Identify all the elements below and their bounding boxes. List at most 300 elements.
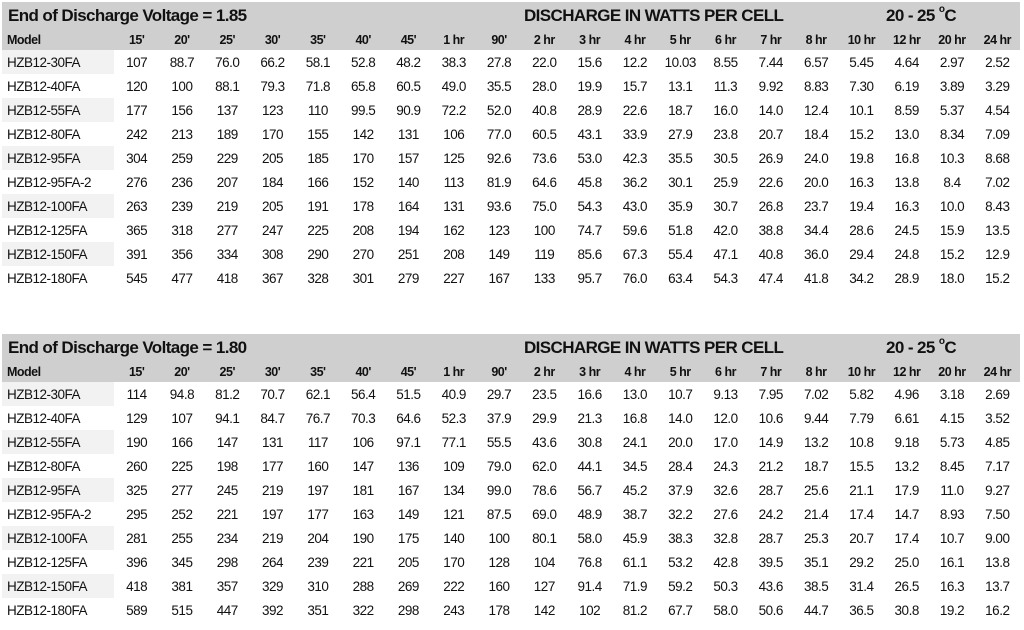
table-row bbox=[2, 74, 1020, 98]
value-cell: 28.7 bbox=[758, 482, 783, 498]
value-cell: 251 bbox=[397, 246, 419, 262]
value-cell: 26.5 bbox=[894, 578, 919, 594]
value-cell: 205 bbox=[262, 198, 284, 214]
table-row bbox=[2, 478, 1020, 502]
value-cell: 43.0 bbox=[622, 198, 648, 214]
value-cell: 131 bbox=[262, 434, 284, 450]
value-cell: 64.6 bbox=[532, 174, 557, 190]
table-row bbox=[2, 382, 1020, 406]
value-cell: 221 bbox=[352, 554, 374, 570]
value-cell: 100 bbox=[488, 530, 510, 546]
value-cell: 114 bbox=[126, 386, 147, 402]
column-header: 7 hr bbox=[760, 33, 782, 47]
value-cell: 3.29 bbox=[985, 78, 1010, 94]
value-cell: 54.3 bbox=[713, 270, 738, 286]
value-cell: 16.8 bbox=[622, 410, 648, 426]
value-cell: 24.2 bbox=[758, 506, 783, 522]
value-cell: 74.7 bbox=[577, 222, 602, 238]
value-cell: 239 bbox=[307, 554, 329, 570]
value-cell: 21.1 bbox=[849, 482, 874, 498]
value-cell: 125 bbox=[443, 150, 465, 166]
value-cell: 99.0 bbox=[486, 482, 512, 498]
value-cell: 21.4 bbox=[803, 506, 829, 522]
value-cell: 55.5 bbox=[486, 434, 512, 450]
value-cell: 38.7 bbox=[622, 506, 648, 522]
value-cell: 269 bbox=[397, 578, 419, 594]
column-header: 4 hr bbox=[624, 33, 646, 47]
value-cell: 34.2 bbox=[849, 270, 874, 286]
value-cell: 90.9 bbox=[396, 102, 421, 118]
value-cell: 77.1 bbox=[441, 434, 466, 450]
table-title-bar bbox=[2, 2, 1020, 30]
value-cell: 13.8 bbox=[894, 174, 919, 190]
value-cell: 356 bbox=[171, 246, 193, 262]
value-cell: 322 bbox=[352, 602, 374, 618]
value-cell: 277 bbox=[216, 222, 238, 238]
value-cell: 9.27 bbox=[985, 482, 1010, 498]
value-cell: 42.0 bbox=[713, 222, 738, 238]
value-cell: 50.3 bbox=[713, 578, 738, 594]
value-cell: 107 bbox=[171, 410, 193, 426]
column-header: 35' bbox=[310, 365, 326, 379]
value-cell: 11.0 bbox=[940, 482, 964, 498]
value-cell: 63.4 bbox=[668, 270, 693, 286]
value-cell: 221 bbox=[216, 506, 238, 522]
value-cell: 6.61 bbox=[894, 410, 919, 426]
table-row bbox=[2, 122, 1020, 146]
model-cell: HZB12-80FA bbox=[7, 126, 81, 142]
value-cell: 25.6 bbox=[803, 482, 829, 498]
column-header: 24 hr bbox=[983, 365, 1012, 379]
value-cell: 13.0 bbox=[894, 126, 919, 142]
table-row bbox=[2, 550, 1020, 574]
value-cell: 32.2 bbox=[668, 506, 693, 522]
value-cell: 20.7 bbox=[758, 126, 783, 142]
value-cell: 54.3 bbox=[577, 198, 602, 214]
value-cell: 20.7 bbox=[849, 530, 874, 546]
value-cell: 80.1 bbox=[532, 530, 557, 546]
value-cell: 35.9 bbox=[668, 198, 693, 214]
value-cell: 477 bbox=[171, 270, 193, 286]
column-header: 5 hr bbox=[669, 365, 691, 379]
value-cell: 181 bbox=[352, 482, 374, 498]
value-cell: 27.9 bbox=[668, 126, 693, 142]
column-header: 35' bbox=[310, 33, 326, 47]
column-header: 20' bbox=[174, 33, 190, 47]
value-cell: 23.5 bbox=[532, 386, 557, 402]
value-cell: 34.4 bbox=[803, 222, 829, 238]
value-cell: 208 bbox=[352, 222, 374, 238]
voltage-title: End of Discharge Voltage = 1.85 bbox=[8, 6, 247, 25]
value-cell: 17.9 bbox=[894, 482, 919, 498]
value-cell: 28.9 bbox=[577, 102, 602, 118]
value-cell: 164 bbox=[397, 198, 419, 214]
value-cell: 14.7 bbox=[894, 506, 919, 522]
value-cell: 4.96 bbox=[894, 386, 919, 402]
value-cell: 76.7 bbox=[305, 410, 330, 426]
value-cell: 170 bbox=[443, 554, 465, 570]
value-cell: 59.2 bbox=[668, 578, 693, 594]
value-cell: 288 bbox=[352, 578, 374, 594]
value-cell: 59.6 bbox=[622, 222, 648, 238]
value-cell: 295 bbox=[126, 506, 148, 522]
value-cell: 357 bbox=[216, 578, 238, 594]
value-cell: 47.4 bbox=[758, 270, 783, 286]
value-cell: 160 bbox=[488, 578, 510, 594]
value-cell: 32.6 bbox=[713, 482, 738, 498]
value-cell: 170 bbox=[262, 126, 284, 142]
value-cell: 61.1 bbox=[622, 554, 648, 570]
value-cell: 13.8 bbox=[985, 554, 1010, 570]
value-cell: 328 bbox=[307, 270, 329, 286]
value-cell: 27.8 bbox=[486, 54, 512, 70]
value-cell: 7.95 bbox=[758, 386, 783, 402]
value-cell: 71.8 bbox=[305, 78, 330, 94]
value-cell: 178 bbox=[352, 198, 374, 214]
value-cell: 15.2 bbox=[849, 126, 874, 142]
value-cell: 147 bbox=[352, 458, 374, 474]
value-cell: 157 bbox=[397, 150, 419, 166]
value-cell: 97.1 bbox=[396, 434, 421, 450]
column-header: 40' bbox=[355, 33, 371, 47]
value-cell: 36.0 bbox=[803, 246, 829, 262]
value-cell: 225 bbox=[307, 222, 329, 238]
model-cell: HZB12-125FA bbox=[7, 554, 88, 570]
value-cell: 17.0 bbox=[713, 434, 738, 450]
value-cell: 6.57 bbox=[803, 54, 829, 70]
value-cell: 166 bbox=[307, 174, 329, 190]
value-cell: 17.4 bbox=[849, 506, 874, 522]
value-cell: 13.0 bbox=[622, 386, 648, 402]
value-cell: 276 bbox=[126, 174, 148, 190]
value-cell: 24.8 bbox=[894, 246, 919, 262]
value-cell: 38.3 bbox=[668, 530, 693, 546]
value-cell: 94.8 bbox=[169, 386, 195, 402]
value-cell: 167 bbox=[397, 482, 419, 498]
value-cell: 30.1 bbox=[668, 174, 693, 190]
table-row bbox=[2, 218, 1020, 242]
value-cell: 81.2 bbox=[215, 386, 240, 402]
value-cell: 91.4 bbox=[577, 578, 602, 594]
value-cell: 64.6 bbox=[396, 410, 421, 426]
value-cell: 190 bbox=[352, 530, 374, 546]
value-cell: 205 bbox=[262, 150, 284, 166]
value-cell: 263 bbox=[126, 198, 148, 214]
value-cell: 43.6 bbox=[532, 434, 557, 450]
value-cell: 33.9 bbox=[622, 126, 648, 142]
voltage-title: End of Discharge Voltage = 1.80 bbox=[8, 338, 247, 357]
value-cell: 149 bbox=[397, 506, 419, 522]
value-cell: 58.1 bbox=[305, 54, 330, 70]
value-cell: 418 bbox=[216, 270, 238, 286]
column-header: 20 hr bbox=[938, 365, 966, 379]
discharge-title: DISCHARGE IN WATTS PER CELL bbox=[524, 338, 784, 357]
value-cell: 66.2 bbox=[260, 54, 285, 70]
value-cell: 12.4 bbox=[803, 102, 829, 118]
value-cell: 4.85 bbox=[985, 434, 1010, 450]
value-cell: 34.5 bbox=[622, 458, 648, 474]
value-cell: 365 bbox=[126, 222, 148, 238]
value-cell: 308 bbox=[262, 246, 284, 262]
value-cell: 35.5 bbox=[486, 78, 512, 94]
value-cell: 41.8 bbox=[803, 270, 829, 286]
value-cell: 16.1 bbox=[939, 554, 965, 570]
value-cell: 15.2 bbox=[939, 246, 965, 262]
model-cell: HZB12-95FA-2 bbox=[7, 506, 92, 522]
value-cell: 99.5 bbox=[350, 102, 376, 118]
value-cell: 100 bbox=[533, 222, 555, 238]
value-cell: 38.8 bbox=[758, 222, 783, 238]
column-header: 20' bbox=[174, 365, 190, 379]
value-cell: 391 bbox=[126, 246, 148, 262]
value-cell: 10.7 bbox=[939, 530, 965, 546]
value-cell: 107 bbox=[126, 54, 148, 70]
value-cell: 37.9 bbox=[668, 482, 693, 498]
discharge-table bbox=[2, 362, 1020, 622]
value-cell: 4.54 bbox=[985, 102, 1010, 118]
value-cell: 79.3 bbox=[260, 78, 285, 94]
value-cell: 43.6 bbox=[758, 578, 783, 594]
column-header: 6 hr bbox=[715, 33, 736, 47]
value-cell: 71.9 bbox=[622, 578, 648, 594]
value-cell: 194 bbox=[397, 222, 419, 238]
value-cell: 26.8 bbox=[758, 198, 783, 214]
value-cell: 6.19 bbox=[894, 78, 919, 94]
value-cell: 67.7 bbox=[668, 602, 693, 618]
value-cell: 19.4 bbox=[849, 198, 874, 214]
value-cell: 279 bbox=[397, 270, 419, 286]
model-cell: HZB12-100FA bbox=[2, 526, 114, 550]
model-cell: HZB12-30FA bbox=[2, 50, 114, 74]
value-cell: 3.18 bbox=[939, 386, 965, 402]
value-cell: 252 bbox=[171, 506, 193, 522]
value-cell: 7.02 bbox=[803, 386, 829, 402]
value-cell: 62.1 bbox=[305, 386, 330, 402]
value-cell: 20.0 bbox=[803, 174, 829, 190]
value-cell: 147 bbox=[216, 434, 238, 450]
value-cell: 18.7 bbox=[803, 458, 829, 474]
value-cell: 102 bbox=[579, 602, 601, 618]
value-cell: 140 bbox=[397, 174, 419, 190]
value-cell: 69.0 bbox=[532, 506, 557, 522]
value-cell: 140 bbox=[443, 530, 465, 546]
table-title-bar bbox=[2, 334, 1020, 362]
value-cell: 79.0 bbox=[486, 458, 512, 474]
value-cell: 58.0 bbox=[577, 530, 602, 546]
value-cell: 7.17 bbox=[985, 458, 1010, 474]
value-cell: 109 bbox=[443, 458, 465, 474]
value-cell: 8.34 bbox=[939, 126, 965, 142]
header-row bbox=[2, 362, 1020, 382]
value-cell: 24.0 bbox=[803, 150, 829, 166]
column-header: 7 hr bbox=[760, 365, 782, 379]
value-cell: 53.0 bbox=[577, 150, 602, 166]
value-cell: 236 bbox=[171, 174, 193, 190]
value-cell: 30.5 bbox=[713, 150, 738, 166]
column-header: 10 hr bbox=[847, 365, 876, 379]
value-cell: 178 bbox=[488, 602, 510, 618]
model-cell: HZB12-30FA bbox=[2, 382, 114, 406]
value-cell: 213 bbox=[171, 126, 193, 142]
column-header: 30' bbox=[264, 33, 281, 47]
table-row bbox=[2, 194, 1020, 218]
value-cell: 243 bbox=[443, 602, 465, 618]
value-cell: 277 bbox=[171, 482, 193, 498]
value-cell: 23.8 bbox=[713, 126, 738, 142]
value-cell: 131 bbox=[397, 126, 419, 142]
value-cell: 177 bbox=[262, 458, 284, 474]
value-cell: 208 bbox=[443, 246, 465, 262]
value-cell: 20.0 bbox=[668, 434, 693, 450]
model-cell: HZB12-55FA bbox=[2, 98, 114, 122]
value-cell: 21.3 bbox=[577, 410, 602, 426]
value-cell: 5.37 bbox=[939, 102, 965, 118]
value-cell: 160 bbox=[307, 458, 329, 474]
value-cell: 10.8 bbox=[849, 434, 874, 450]
value-cell: 23.7 bbox=[803, 198, 829, 214]
value-cell: 149 bbox=[488, 246, 510, 262]
value-cell: 70.7 bbox=[260, 386, 285, 402]
table-row bbox=[2, 430, 1020, 454]
table-row bbox=[2, 406, 1020, 430]
value-cell: 11.3 bbox=[713, 78, 738, 94]
value-cell: 39.5 bbox=[758, 554, 783, 570]
value-cell: 16.8 bbox=[894, 150, 919, 166]
value-cell: 73.6 bbox=[532, 150, 557, 166]
value-cell: 133 bbox=[533, 270, 555, 286]
model-cell: HZB12-180FA bbox=[7, 602, 88, 618]
value-cell: 189 bbox=[216, 126, 238, 142]
value-cell: 60.5 bbox=[532, 126, 557, 142]
value-cell: 7.02 bbox=[985, 174, 1010, 190]
value-cell: 2.69 bbox=[985, 386, 1010, 402]
value-cell: 8.59 bbox=[894, 102, 919, 118]
value-cell: 13.2 bbox=[894, 458, 919, 474]
column-header: 25' bbox=[219, 365, 235, 379]
temperature-title: 20 - 25 $^o$C bbox=[886, 336, 957, 357]
value-cell: 239 bbox=[171, 198, 193, 214]
table-row bbox=[2, 170, 1020, 194]
value-cell: 52.0 bbox=[486, 102, 512, 118]
value-cell: 15.5 bbox=[849, 458, 874, 474]
value-cell: 121 bbox=[443, 506, 465, 522]
value-cell: 25.3 bbox=[803, 530, 829, 546]
value-cell: 47.1 bbox=[713, 246, 738, 262]
value-cell: 219 bbox=[262, 482, 284, 498]
value-cell: 227 bbox=[443, 270, 465, 286]
value-cell: 62.0 bbox=[532, 458, 557, 474]
value-cell: 43.1 bbox=[577, 126, 602, 142]
value-cell: 42.8 bbox=[713, 554, 738, 570]
value-cell: 10.03 bbox=[664, 54, 696, 70]
column-header-model: Model bbox=[7, 33, 41, 47]
value-cell: 247 bbox=[262, 222, 284, 238]
value-cell: 87.5 bbox=[486, 506, 512, 522]
value-cell: 9.44 bbox=[803, 410, 829, 426]
value-cell: 36.5 bbox=[849, 602, 874, 618]
value-cell: 92.6 bbox=[486, 150, 512, 166]
table-row bbox=[2, 98, 1020, 122]
value-cell: 29.2 bbox=[849, 554, 874, 570]
column-header: 30' bbox=[264, 365, 281, 379]
model-cell: HZB12-180FA bbox=[7, 270, 88, 286]
value-cell: 10.7 bbox=[668, 386, 693, 402]
temperature-title: 20 - 25 $^o$C bbox=[886, 4, 957, 25]
value-cell: 2.97 bbox=[939, 54, 965, 70]
value-cell: 10.0 bbox=[939, 198, 965, 214]
value-cell: 12.2 bbox=[622, 54, 648, 70]
value-cell: 207 bbox=[216, 174, 238, 190]
value-cell: 351 bbox=[307, 602, 329, 618]
value-cell: 10.3 bbox=[939, 150, 965, 166]
value-cell: 7.50 bbox=[985, 506, 1010, 522]
value-cell: 25.0 bbox=[894, 554, 919, 570]
value-cell: 45.2 bbox=[622, 482, 648, 498]
value-cell: 310 bbox=[307, 578, 329, 594]
value-cell: 28.6 bbox=[849, 222, 874, 238]
value-cell: 152 bbox=[352, 174, 374, 190]
model-cell: HZB12-100FA bbox=[2, 194, 114, 218]
value-cell: 18.0 bbox=[939, 270, 965, 286]
model-cell: HZB12-95FA bbox=[2, 146, 114, 170]
model-cell: HZB12-95FA-2 bbox=[7, 174, 92, 190]
value-cell: 15.2 bbox=[985, 270, 1010, 286]
model-cell: HZB12-95FA bbox=[2, 478, 114, 502]
value-cell: 50.6 bbox=[758, 602, 783, 618]
value-cell: 12.9 bbox=[985, 246, 1010, 262]
value-cell: 25.9 bbox=[713, 174, 738, 190]
value-cell: 19.9 bbox=[577, 78, 602, 94]
value-cell: 30.8 bbox=[894, 602, 919, 618]
value-cell: 13.7 bbox=[985, 578, 1010, 594]
value-cell: 8.93 bbox=[939, 506, 965, 522]
value-cell: 142 bbox=[352, 126, 374, 142]
table-row bbox=[2, 526, 1020, 550]
value-cell: 38.3 bbox=[441, 54, 466, 70]
value-cell: 177 bbox=[307, 506, 329, 522]
discharge-table-block bbox=[2, 334, 1020, 622]
column-header: 12 hr bbox=[893, 365, 921, 379]
value-cell: 131 bbox=[443, 198, 465, 214]
value-cell: 260 bbox=[126, 458, 148, 474]
table-row bbox=[2, 266, 1020, 290]
value-cell: 49.0 bbox=[441, 78, 466, 94]
value-cell: 104 bbox=[533, 554, 555, 570]
column-header: 10 hr bbox=[847, 33, 876, 47]
value-cell: 142 bbox=[533, 602, 555, 618]
value-cell: 93.6 bbox=[486, 198, 512, 214]
value-cell: 19.2 bbox=[939, 602, 965, 618]
value-cell: 345 bbox=[171, 554, 193, 570]
value-cell: 137 bbox=[216, 102, 238, 118]
value-cell: 13.1 bbox=[668, 78, 693, 94]
value-cell: 219 bbox=[216, 198, 238, 214]
value-cell: 8.68 bbox=[985, 150, 1010, 166]
value-cell: 85.6 bbox=[577, 246, 602, 262]
value-cell: 22.0 bbox=[532, 54, 557, 70]
value-cell: 14.0 bbox=[668, 410, 693, 426]
value-cell: 51.8 bbox=[668, 222, 693, 238]
value-cell: 113 bbox=[443, 174, 464, 190]
value-cell: 119 bbox=[534, 246, 555, 262]
value-cell: 325 bbox=[126, 482, 148, 498]
model-cell: HZB12-40FA bbox=[7, 78, 81, 94]
value-cell: 76.8 bbox=[577, 554, 602, 570]
model-cell: HZB12-125FA bbox=[7, 222, 88, 238]
column-header: 4 hr bbox=[624, 365, 646, 379]
value-cell: 110 bbox=[307, 102, 328, 118]
table-row bbox=[2, 574, 1020, 598]
